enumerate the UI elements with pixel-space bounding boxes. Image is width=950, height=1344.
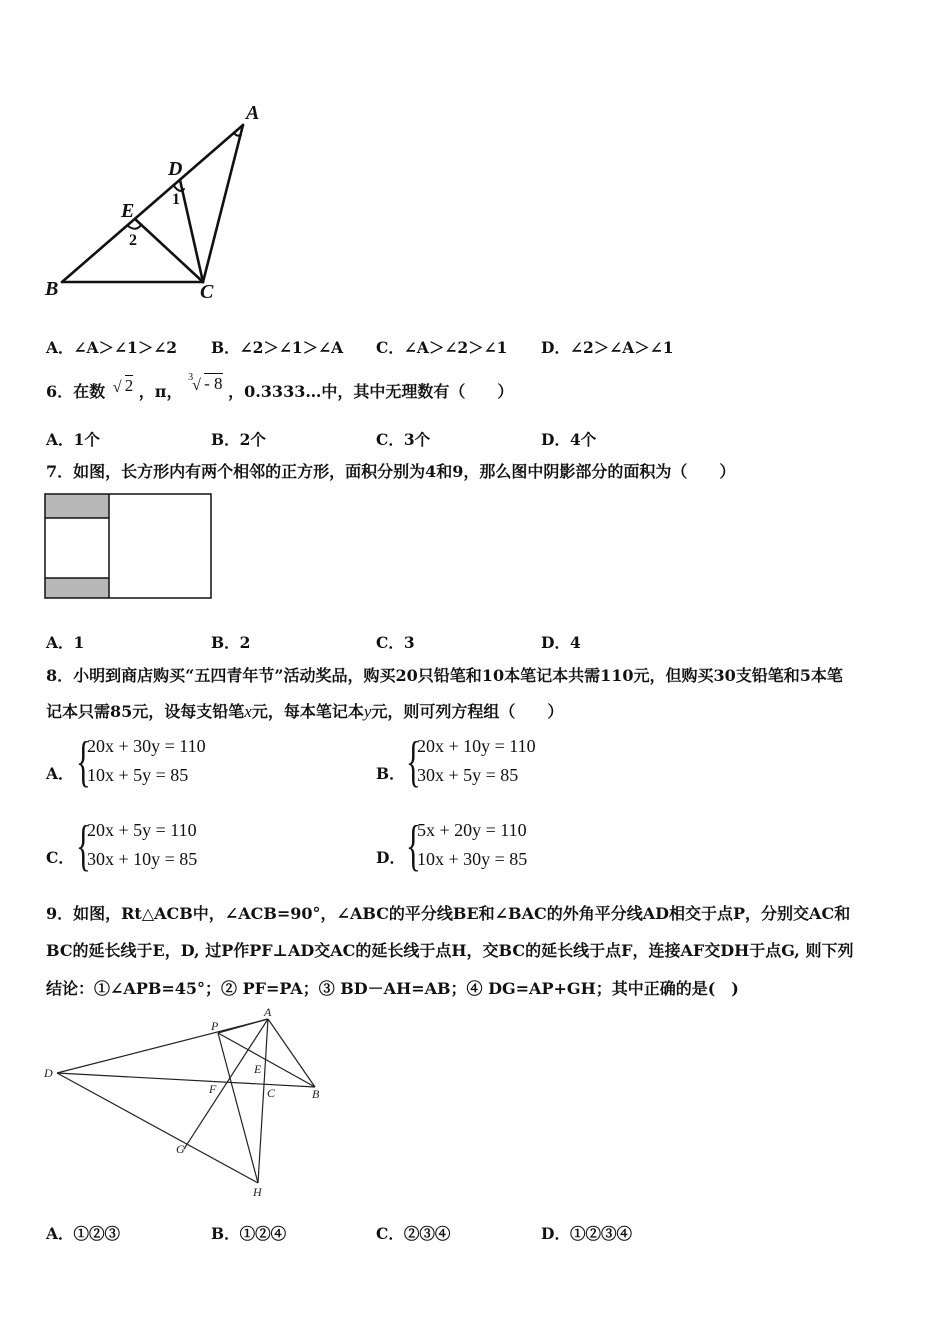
label-C: C [267,1086,276,1100]
q8-option-d-eq1: 5x + 20y = 110 [417,820,527,840]
angle-2-arc [128,225,141,229]
q9-stem-line2: BC的延长线于E，D, 过P作PF⊥AD交AC的延长线于点H，交BC的延长线于点F，连接AF交DH于点G, 则下列 [46,941,854,960]
q7-stem: 7．如图，长方形内有两个相邻的正方形，面积分别为4和9，那么图中阴影部分的面积为（ ） [46,462,736,481]
label-D: D [44,1066,53,1080]
q7-option-a[interactable]: A．1 [46,633,85,652]
q8-option-c-brace: { [76,815,91,877]
label-P: P [211,1019,219,1033]
q8-stem-line2: 记本只需85元，设每支铅笔x元，每本笔记本y元，则可列方程组（ ） [46,702,564,721]
q8-option-c-eq1: 20x + 5y = 110 [87,820,197,840]
q5-triangle-figure [40,95,280,310]
q5-option-c[interactable]: C．∠A＞∠2＞∠1 [376,338,508,357]
q9-stem-line3: 结论：①∠APB=45°；② PF=PA；③ BD－AH=AB；④ DG=AP+GH；其中正确的是( ) [46,979,739,998]
sqrt-two: √ 2 [112,376,134,396]
q8-option-d-letter[interactable]: D． [376,848,405,867]
q6-option-c[interactable]: C．3个 [376,430,431,449]
q8-option-a-eq1: 20x + 30y = 110 [87,736,206,756]
label-D: D [168,158,183,180]
line-BA [62,125,243,282]
q7-rectangle-figure [44,493,214,601]
label-A: A [246,102,260,124]
q8-option-c-eq2: 30x + 10y = 85 [87,849,198,869]
q8-option-a-letter[interactable]: A． [46,764,74,783]
shaded-region-bottom [45,578,109,598]
q9-option-d[interactable]: D．①②③④ [541,1224,632,1243]
label-B: B [45,278,59,300]
label-G: G [176,1142,185,1156]
label-B: B [312,1087,320,1101]
label-C: C [200,281,214,303]
q6-option-b[interactable]: B．2个 [211,430,266,449]
label-F: F [209,1082,217,1096]
line-EC [135,219,203,282]
q8-option-c-letter[interactable]: C． [46,848,74,867]
line-DB [57,1073,315,1087]
q5-option-a[interactable]: A．∠A＞∠1＞∠2 [46,338,178,357]
q8-option-a-brace: { [76,731,91,793]
q8-stem-line1: 8．小明到商店购买“五四青年节”活动奖品，购买20只铅笔和10本笔记本共需110元，但购买30支铅笔和5本笔 [46,666,843,685]
q9-option-b[interactable]: B．①②④ [211,1224,287,1243]
label-E: E [254,1062,262,1076]
label-A: A [264,1005,272,1019]
q8-option-b-eq2: 30x + 5y = 85 [417,765,519,785]
cube-root-neg-eight: 3 √ - 8 [188,372,223,394]
q6-option-d[interactable]: D．4个 [541,430,597,449]
line-DC [180,180,203,282]
q8-option-b-letter[interactable]: B． [376,764,405,783]
q9-option-a[interactable]: A．①②③ [46,1224,121,1243]
q8-option-b-eq1: 20x + 10y = 110 [417,736,536,756]
line-AH [258,1019,268,1183]
q9-stem-line1: 9．如图，Rt△ACB中，∠ACB=90°，∠ABC的平分线BE和∠BAC的外角平分线AD相交于点P，分别交AC和 [46,904,851,923]
q5-option-d[interactable]: D．∠2＞∠A＞∠1 [541,338,674,357]
line-PH [218,1033,258,1183]
q7-option-c[interactable]: C．3 [376,633,415,652]
label-angle-1: 1 [172,191,180,208]
q8-option-d-brace: { [406,815,421,877]
q9-option-c[interactable]: C．②③④ [376,1224,451,1243]
line-DA [57,1019,268,1073]
q9-geometry-figure [40,1005,340,1205]
q8-option-a-eq2: 10x + 5y = 85 [87,765,189,785]
label-angle-2: 2 [129,232,137,249]
label-H: H [253,1185,262,1199]
q8-option-d-eq2: 10x + 30y = 85 [417,849,528,869]
line-DH [57,1073,258,1183]
label-E: E [121,200,135,222]
q8-option-b-brace: { [406,731,421,793]
q7-option-d[interactable]: D．4 [541,633,581,652]
q6-stem: 6．在数 √ 2 ，π， 3 √ - 8 ，0.3333…中，其中无理数有（ ） [46,372,514,401]
q5-option-b[interactable]: B．∠2＞∠1＞∠A [211,338,344,357]
line-AC [203,125,243,282]
q6-option-a[interactable]: A．1个 [46,430,100,449]
shaded-region-top [45,494,109,518]
line-AB [268,1019,315,1087]
q7-option-b[interactable]: B．2 [211,633,251,652]
